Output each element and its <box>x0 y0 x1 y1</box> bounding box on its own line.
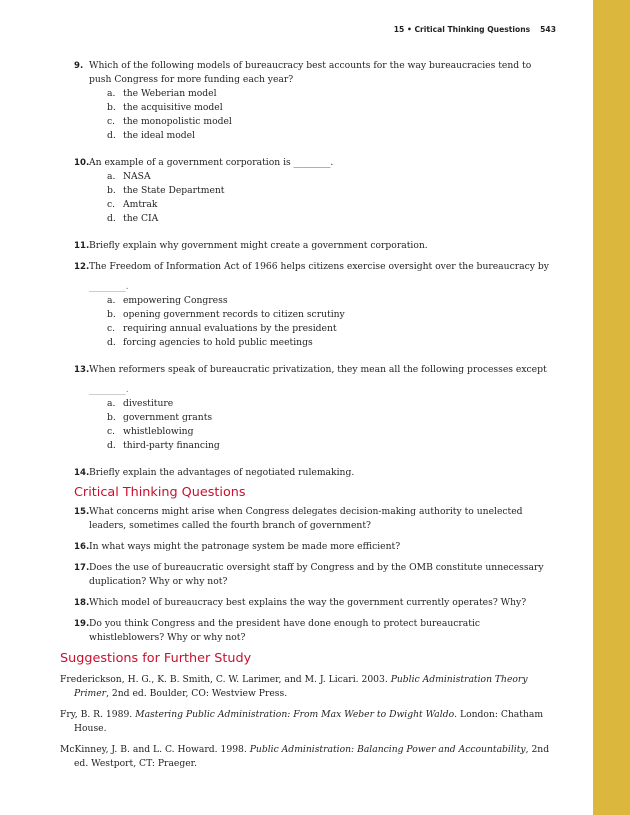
question-number: 14. <box>74 468 90 478</box>
question-10 <box>74 156 554 226</box>
option-a <box>107 294 554 308</box>
reference-title: Mastering Public Administration: From Max Weber to Dwight Waldo <box>135 709 455 720</box>
option-letter: c. <box>107 323 116 334</box>
option-text: requiring annual evaluations by the president <box>123 323 337 334</box>
question-18 <box>74 596 554 610</box>
question-text: What concerns might arise when Congress delegates decision-making authority to unelected leaders, sometimes called the fourth branch of government? <box>89 506 523 531</box>
option-d <box>107 129 554 143</box>
option-d <box>107 212 554 226</box>
chapter-title: 15 • Critical Thinking Questions <box>393 25 531 34</box>
reference-authors: Fry, B. R. 1989. <box>60 709 136 720</box>
question-12 <box>74 260 554 350</box>
question-text: Which model of bureaucracy best explains the way the government currently operates? Why? <box>89 597 527 608</box>
reference-authors: McKinney, J. B. and L. C. Howard. 1998. <box>60 744 250 755</box>
reference-publisher: , 2nd ed. Boulder, CO: Westview Press. <box>106 688 288 699</box>
option-letter: a. <box>107 398 116 409</box>
option-letter: d. <box>107 440 116 451</box>
option-a <box>107 170 554 184</box>
answer-options <box>89 170 554 226</box>
option-letter: c. <box>107 116 116 127</box>
option-b <box>107 411 554 425</box>
reference-item <box>60 673 554 701</box>
answer-options <box>89 397 554 453</box>
question-text: Which of the following models of bureaucracy best accounts for the way bureaucracies tend to push Congress for more funding each year? <box>89 60 532 85</box>
option-text: government grants <box>123 412 213 423</box>
option-letter: a. <box>107 295 116 306</box>
option-a <box>107 87 554 101</box>
option-text: NASA <box>123 171 151 182</box>
option-c <box>107 322 554 336</box>
option-text: the CIA <box>123 213 159 224</box>
running-header <box>350 25 556 34</box>
answer-blank: ________. <box>89 281 129 292</box>
answer-options <box>89 87 554 143</box>
question-13 <box>74 363 554 453</box>
option-text: the monopolistic model <box>123 116 232 127</box>
question-19 <box>74 617 554 645</box>
option-letter: c. <box>107 199 116 210</box>
reference-list <box>60 673 554 771</box>
reference-item <box>60 708 554 736</box>
option-letter: c. <box>107 426 116 437</box>
reference-item <box>60 743 554 771</box>
question-text: In what ways might the patronage system be made more efficient? <box>89 541 401 552</box>
option-a <box>107 397 554 411</box>
question-text: Do you think Congress and the president have done enough to protect bureaucratic whistleblowers? Why or why not? <box>89 618 481 643</box>
reference-title: Public Administration: Balancing Power and Accountability <box>249 744 526 755</box>
option-b <box>107 101 554 115</box>
option-b <box>107 308 554 322</box>
option-text: Amtrak <box>123 199 158 210</box>
page-content <box>60 59 554 778</box>
option-text: the ideal model <box>123 130 196 141</box>
reference-publisher: . London: Chatham House. <box>74 709 544 734</box>
question-15 <box>74 505 554 533</box>
question-text: The Freedom of Information Act of 1966 helps citizens exercise oversight over the bureaucracy by <box>89 261 549 272</box>
question-text: When reformers speak of bureaucratic privatization, they mean all the following processes except <box>89 364 547 375</box>
option-letter: a. <box>107 88 116 99</box>
option-letter: d. <box>107 337 116 348</box>
question-text: Briefly explain the advantages of negotiated rulemaking. <box>89 467 355 478</box>
reference-publisher: , 2nd ed. Westport, CT: Praeger. <box>74 744 550 769</box>
question-number: 10. <box>74 158 90 168</box>
option-letter: b. <box>107 412 116 423</box>
option-letter: b. <box>107 309 116 320</box>
question-text: Briefly explain why government might create a government corporation. <box>89 240 428 251</box>
critical-thinking-heading: Critical Thinking Questions <box>74 485 246 500</box>
option-text: the acquisitive model <box>123 102 223 113</box>
reference-authors: Frederickson, H. G., K. B. Smith, C. W. Larimer, and M. J. Licari. 2003. <box>60 674 391 685</box>
question-text: An example of a government corporation is ________. <box>89 157 334 168</box>
option-c <box>107 198 554 212</box>
option-letter: a. <box>107 171 116 182</box>
question-17 <box>74 561 554 589</box>
reference-title: Public Administration Theory Primer <box>74 674 528 699</box>
question-number: 11. <box>74 241 90 251</box>
side-color-bar <box>593 0 630 815</box>
answer-options <box>89 294 554 350</box>
further-study-heading: Suggestions for Further Study <box>60 651 252 666</box>
option-d <box>107 439 554 453</box>
option-text: opening government records to citizen scrutiny <box>123 309 345 320</box>
question-number: 13. <box>74 365 90 375</box>
question-text: Does the use of bureaucratic oversight staff by Congress and by the OMB constitute unnecessary duplication? Why or why not? <box>89 562 544 587</box>
option-c <box>107 425 554 439</box>
question-14 <box>74 466 554 480</box>
question-9 <box>74 59 554 143</box>
option-text: divestiture <box>123 398 174 409</box>
option-letter: b. <box>107 102 116 113</box>
question-number: 18. <box>74 598 90 608</box>
question-number: 15. <box>74 507 90 517</box>
question-number: 19. <box>74 619 90 629</box>
option-text: third-party financing <box>123 440 220 451</box>
option-text: forcing agencies to hold public meetings <box>123 337 313 348</box>
answer-blank: ________. <box>89 384 129 395</box>
question-11 <box>74 239 554 253</box>
question-number: 16. <box>74 542 90 552</box>
option-b <box>107 184 554 198</box>
question-number: 9. <box>74 61 84 71</box>
question-number: 17. <box>74 563 90 573</box>
question-16 <box>74 540 554 554</box>
option-letter: d. <box>107 130 116 141</box>
option-d <box>107 336 554 350</box>
option-text: whistleblowing <box>123 426 194 437</box>
option-text: empowering Congress <box>123 295 228 306</box>
question-number: 12. <box>74 262 90 272</box>
option-text: the Weberian model <box>123 88 217 99</box>
option-letter: d. <box>107 213 116 224</box>
option-letter: b. <box>107 185 116 196</box>
option-c <box>107 115 554 129</box>
page-number: 543 <box>540 25 556 34</box>
option-text: the State Department <box>123 185 225 196</box>
